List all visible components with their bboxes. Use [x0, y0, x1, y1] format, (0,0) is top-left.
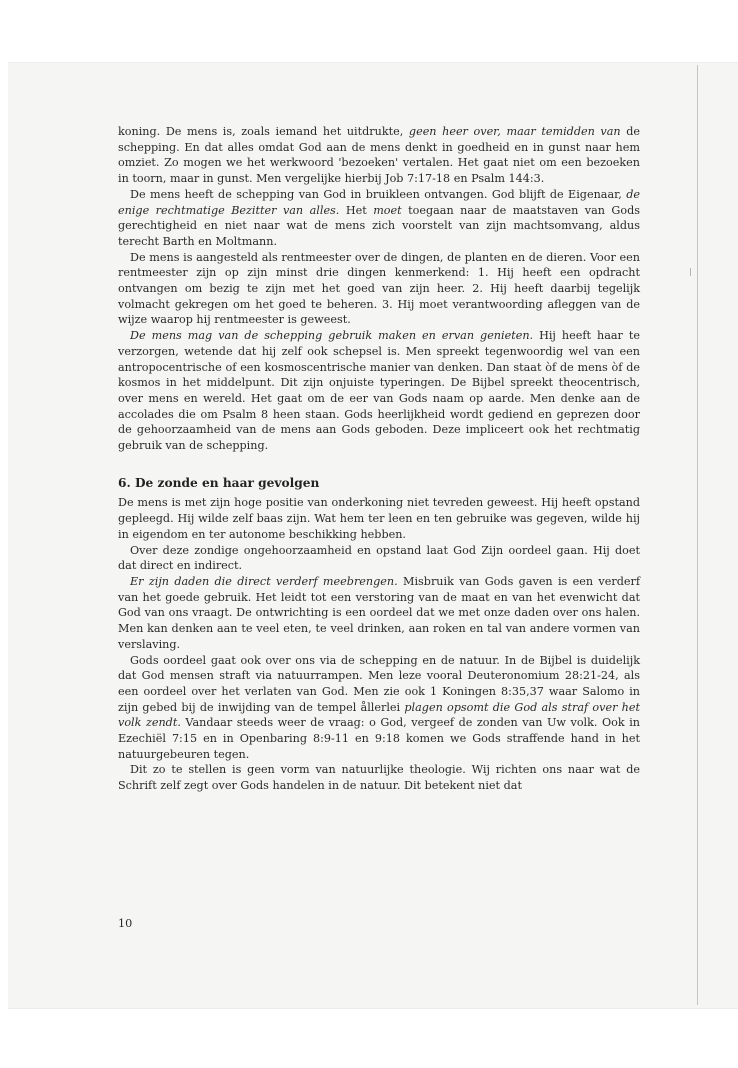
text-run: de schepping. En dat alles omdat God aan de mens denkt in goedheid en in gunst naar hem omziet. Zo mogen we het werkwoord 'bezoeken' vertalen. Het gaat niet om een bezoeken in toorn, maar in gunst. Men vergelijke hierbij Job 7:17-18 en Psalm 144:3.	[118, 125, 640, 186]
paragraph	[118, 250, 640, 329]
section-heading: 6. De zonde en haar gevolgen	[118, 475, 320, 490]
italic-phrase: plagen opsomt die God als straf over het volk zendt.	[118, 700, 641, 730]
italic-phrase: De mens mag van de schepping gebruik maken en ervan genieten.	[130, 329, 534, 343]
italic-phrase: Er zijn daden die direct verderf meebrengen.	[130, 574, 398, 588]
text-run: De mens is met zijn hoge positie van onderkoning niet tevreden geweest. Hij heeft opstand gepleegd. Hij wilde zelf baas zijn. Wat hem ter leen en ten gebruike was gegeven, wilde hij in eigendom en ter autonome beschikking hebben.	[118, 496, 640, 541]
paragraph	[118, 328, 640, 454]
text-run: Gods oordeel gaat ook over ons via de schepping en de natuur. In de Bijbel is duidelijk dat God mensen straft via natuurrampen. Men leze vooral Deuteronomium 28:21-24, als een oordeel over het verlaten van God. Men zie ook 1 Koningen 8:35,37 waar Salomo in zijn gebed bij de inwijding van de tempel ållerlei	[118, 653, 640, 714]
text-run: Over deze zondige ongehoorzaamheid en opstand laat God Zijn oordeel gaan. Hij doet dat direct en indirect.	[118, 543, 640, 573]
italic-phrase: de enige rechtmatige Bezitter van alles.	[118, 187, 640, 217]
text-run: Het	[339, 203, 374, 217]
text-run: Vandaar steeds weer de vraag: o God, vergeef de zonden van Uw volk. Ook in Ezechiël 7:15 en in Openbaring 8:9-11 en 9:18 komen we Gods straffende hand in het natuurgebeuren tegen.	[118, 716, 640, 761]
paragraph	[118, 762, 640, 793]
text-run: Misbruik van Gods gaven is een verderf van het goede gebruik. Het leidt tot een verstoring van de maat en van het evenwicht dat God van ons vraagt. De ontwrichting is een oordeel dat we met onze daden over ons halen. Men kan denken aan te veel eten, te veel drinken, aan roken en tal van andere vormen van verslaving.	[118, 574, 640, 651]
page-spine-line	[697, 65, 698, 1005]
text-run: De mens is aangesteld als rentmeester over de dingen, de planten en de dieren. Voor een rentmeester zijn op zijn minst drie dingen kenmerkend: 1. Hij heeft een opdracht ontvangen om bezig te zijn met het goed van zijn heer. 2. Hij heeft daarbij tegelijk volmacht gekregen om het goed te beheren. 3. Hij moet verantwoording afleggen van de wijze waarop hij rentmeester is geweest.	[118, 250, 640, 327]
text-run: Hij heeft haar te verzorgen, wetende dat hij zelf ook schepsel is. Men spreekt tegenwoordig wel van een antropocentrische of een kosmoscentrische manier van denken. Dan staat òf de mens òf de kosmos in het middelpunt. Dit zijn onjuiste typeringen. De Bijbel spreekt theocentrisch, over mens en wereld. Het gaat om de eer van Gods naam op aarde. Men denke aan de accolades die om Psalm 8 heen staan. Gods heerlijkheid wordt gediend en geprezen door de gehoorzaamheid van de mens aan Gods geboden. Deze impliceert ook het rechtmatig gebruik van de schepping.	[118, 329, 640, 453]
italic-phrase: moet	[373, 203, 402, 217]
body-text	[118, 124, 640, 794]
paragraph	[118, 495, 640, 542]
page-edge-mark	[690, 268, 691, 276]
paragraph	[118, 653, 640, 763]
paragraph	[118, 187, 640, 250]
italic-phrase: geen heer over, maar temidden van	[408, 125, 621, 138]
text-run: toegaan naar de maatstaven van Gods gerechtigheid en niet naar wat de mens zich voorstelt van zijn machtsomvang, aldus terecht Barth en Moltmann.	[118, 203, 640, 248]
paragraph	[118, 124, 640, 187]
paragraph	[118, 543, 640, 574]
paragraph	[118, 574, 640, 653]
text-run: koning. De mens is, zoals iemand het uitdrukte,	[118, 125, 409, 138]
page-number: 10	[118, 917, 133, 930]
text-run: Dit zo te stellen is geen vorm van natuurlijke theologie. Wij richten ons naar wat de Schrift zelf zegt over Gods handelen in de natuur. Dit betekent niet dat	[118, 763, 640, 793]
text-run: De mens heeft de schepping van God in bruikleen ontvangen. God blijft de Eigenaar,	[130, 187, 627, 201]
